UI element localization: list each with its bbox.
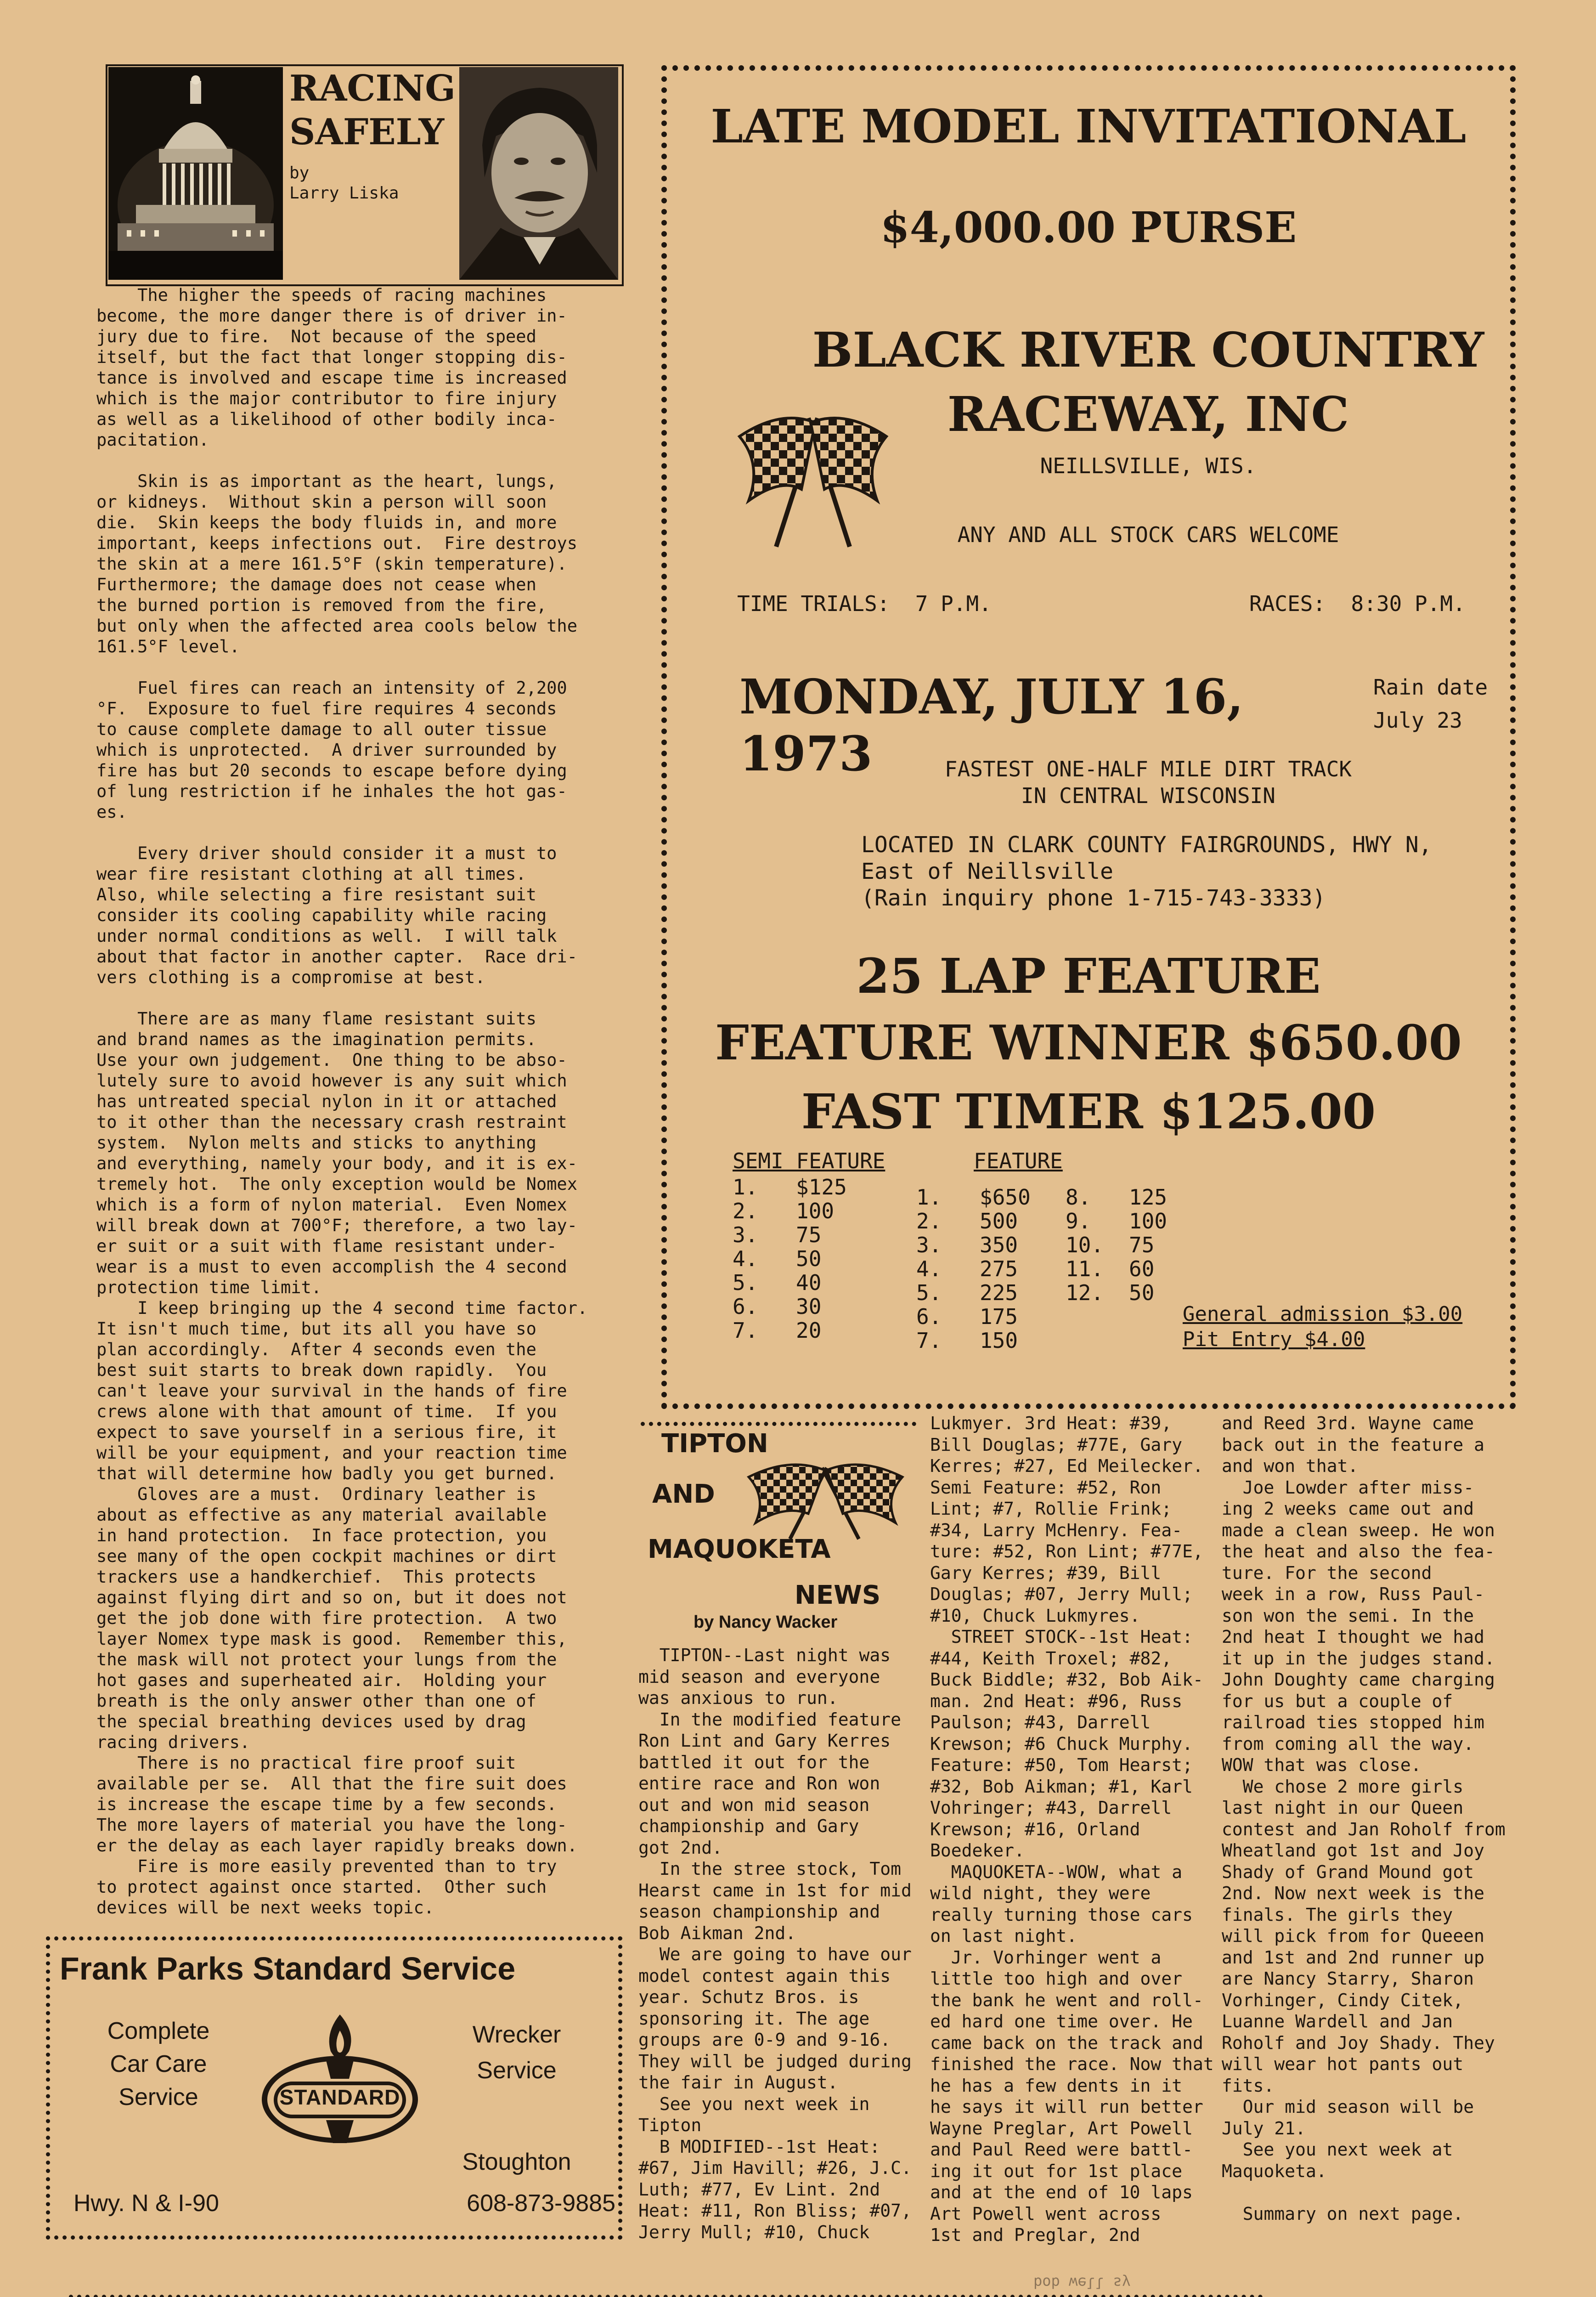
- feature-left-row: [916, 1185, 1034, 1209]
- feature-right-row: [1066, 1185, 1171, 1209]
- feature-right-amount: 60: [1129, 1256, 1155, 1281]
- ad-feature-laps: 25 LAP FEATURE: [856, 948, 1321, 1004]
- feature-left-amount: 225: [980, 1280, 1018, 1305]
- feature-right-row: [1066, 1281, 1171, 1305]
- feature-label: FEATURE: [974, 1148, 1063, 1173]
- semi-feature-amount: 100: [796, 1199, 835, 1223]
- ad-feature-winner: FEATURE WINNER $650.00: [715, 1014, 1462, 1071]
- frank-parks-services-left: Complete Car Care Service: [107, 2018, 210, 2110]
- frank-parks-address: Hwy. N & I-90: [73, 2190, 219, 2217]
- ad-time-trials: TIME TRIALS: 7 P.M.: [737, 591, 992, 616]
- capitol-building-photo: [108, 67, 283, 280]
- semi-feature-label: SEMI FEATURE: [733, 1148, 885, 1173]
- semi-feature-place: 6.: [733, 1294, 758, 1319]
- semi-feature-amount: 20: [796, 1318, 822, 1343]
- semi-feature-amount: $125: [796, 1175, 847, 1199]
- feature-left-amount: 275: [980, 1256, 1018, 1281]
- feature-left-row: [916, 1329, 1034, 1352]
- feature-left-place: 3.: [916, 1233, 942, 1257]
- semi-feature-amount: 75: [796, 1222, 822, 1247]
- frank-parks-phone: 608-873-9885: [467, 2190, 615, 2217]
- feature-left-place: 5.: [916, 1280, 942, 1305]
- bottom-dotted-rule: [69, 2295, 1263, 2297]
- semi-feature-place: 5.: [733, 1270, 758, 1295]
- feature-left-amount: 350: [980, 1233, 1018, 1257]
- feature-left-place: 6.: [916, 1304, 942, 1329]
- ad-rain-date: Rain date July 23: [1373, 675, 1488, 733]
- ad-location: LOCATED IN CLARK COUNTY FAIRGROUNDS, HWY N, East of Neillsville (Rain inquiry phone 1-715-743-3333): [861, 832, 1432, 911]
- feature-payout-table-left: [916, 1185, 1034, 1352]
- feature-left-amount: 150: [980, 1328, 1018, 1353]
- tipton-title-line3: MAQUOKETA: [648, 1534, 831, 1564]
- ad-headline: LATE MODEL INVITATIONAL: [711, 99, 1466, 153]
- semi-feature-row: [733, 1295, 851, 1318]
- feature-right-place: 12.: [1066, 1280, 1104, 1305]
- author-portrait-photo: [459, 67, 618, 280]
- feature-right-row: [1066, 1233, 1171, 1257]
- feature-left-place: 1.: [916, 1185, 942, 1210]
- semi-feature-amount: 30: [796, 1294, 822, 1319]
- frank-parks-services-right: Wrecker Service: [472, 2021, 561, 2084]
- racing-safely-byline: by Larry Liska: [289, 164, 399, 203]
- tipton-news-column-1: [638, 1645, 930, 2253]
- feature-right-amount: 125: [1129, 1185, 1167, 1210]
- standard-logo-text: STANDARD: [279, 2085, 400, 2109]
- general-admission: General admission $3.00: [1183, 1302, 1463, 1326]
- semi-feature-place: 1.: [733, 1175, 758, 1199]
- article-text: The higher the speeds of racing machines become, the more danger there is of driver in- jury due to fire. Not because of the speed itself, but the fact that longer stopping dis- tance is involved and escape time is increased which is the major contributor to fire injury as well as a likelihood of other bodily inca- pacitation. Skin is as important as the heart, lungs, or kidneys. Without skin a person will soon die. Skin keeps the body fluids in, and more important, keeps infections out. Fire destroys the skin at a mere 161.5°F (skin temperature). Furthermore; the damage does not cease when the burned portion is removed from the fire, but only when the affected area cools below the 161.5°F level. Fuel fires can reach an intensity of 2,200 °F. Exposure to fuel fire requires 4 seconds to cause complete damage to all outer tissue which is unprotected. A driver surrounded by fire has but 20 seconds to escape before dying of lung restriction if he inhales the hot gas- es. Every driver should consider it a must to wear fire resistant clothing at all times. Also, while selecting a fire resistant suit consider its cooling capability while racing under normal conditions as well. I will talk about that factor in another capter. Race dri- vers clothing is a compromise at best. There are as many flame resistant suits and brand names as the imagination permits. Use your own judgement. One thing to be abso- lutely sure to avoid however is any suit which has untreated special nylon in it or attached to it other than the necessary crash restraint system. Nylon melts and sticks to anything and everything, namely your body, and it is ex- tremely hot. The only exception would be Nomex which is a form of nylon material. Even Nomex will break down at 700°F; therefore, a two lay- er suit or a suit with flame resistant under- wear is a must to even accomplish the 4 second protection time limit. I keep bringing up the 4 second time factor. It isn't much time, but its all you have so plan accordingly. After 4 seconds even the best suit starts to break down rapidly. You can't leave your survival in the hands of fire crews alone with that amount of time. If you expect to save yourself in a serious fire, it will be your equipment, and your reaction time that will determine how badly you get burned. Gloves are a must. Ordinary leather is about as effective as any material available in hand protection. In face protection, you see many of the open cockpit machines or dirt trackers use a handkerchief. This protects against flying dirt and so on, but it does not get the job done with fire protection. A two layer Nomex type mask is good. Remember this, the mask will not protect your lungs from the hot gases and superheated air. Holding your breath is the only answer other than one of the special breathing devices used by drag racing drivers. There is no practical fire proof suit available per se. All that the fire suit does is increase the escape time by a few seconds. The more layers of material you have the long- er the delay as each layer rapidly breaks down. Fire is more easily prevented than to try to protect against once started. Other such devices will be next weeks topic.: [96, 285, 588, 1918]
- semi-feature-place: 4.: [733, 1246, 758, 1271]
- racing-safely-title: [289, 67, 459, 154]
- tipton-checkered-flags-icon: [735, 1454, 914, 1541]
- feature-left-amount: $650: [980, 1185, 1031, 1210]
- title-line-1: RACING: [289, 68, 456, 109]
- ad-raceway-line2: RACEWAY, INC: [947, 386, 1349, 442]
- semi-feature-amount: 40: [796, 1270, 822, 1295]
- feature-left-place: 2.: [916, 1209, 942, 1233]
- feature-left-row: [916, 1233, 1034, 1257]
- ad-purse: $4,000.00 PURSE: [880, 203, 1297, 252]
- feature-right-row: [1066, 1257, 1171, 1281]
- semi-feature-row: [733, 1199, 851, 1223]
- semi-feature-place: 3.: [733, 1222, 758, 1247]
- ad-race-date: MONDAY, JULY 16, 1973: [739, 668, 1244, 782]
- tipton-byline: by Nancy Wacker: [694, 1612, 838, 1632]
- bottom-bleedthrough-text: bob well sy: [1033, 2274, 1131, 2291]
- ad-city: NEILLSVILLE, WIS.: [1040, 453, 1257, 478]
- feature-right-place: 8.: [1066, 1185, 1091, 1210]
- semi-feature-row: [733, 1271, 851, 1295]
- tipton-col3-text: and Reed 3rd. Wayne came back out in the feature a and won that. Joe Lowder after miss- ing 2 weeks came out and made a clean sweep. He won the heat and also the fea- ture. For the second week in a row, Russ Paul- son won the semi. In the 2nd heat I thought we had it up in the judges stand. John Doughty came charging for us but a couple of railroad ties stopped him from coming all the way. WOW that was close. We chose 2 more girls last night in our Queen contest and Jan Roholf from Wheatland got 1st and Joy Shady of Grand Mound got 2nd. Now next week is the finals. The girls they will pick from for Queeen and 1st and 2nd runner up are Nancy Starry, Sharon Vorhinger, Cindy Citek, Luanne Wardell and Jan Roholf and Joy Shady. They will wear hot pants out fits. Our mid season will be July 21. See you next week at Maquoketa. Summary on next page.: [1222, 1413, 1506, 2224]
- feature-right-amount: 75: [1129, 1233, 1155, 1257]
- tipton-news-column-2: [930, 1413, 1224, 2258]
- ad-fast-timer: FAST TIMER $125.00: [801, 1083, 1376, 1140]
- tipton-news-column-3: [1222, 1413, 1516, 2258]
- feature-left-row: [916, 1305, 1034, 1329]
- title-line-2: SAFELY: [289, 111, 445, 153]
- semi-feature-row: [733, 1175, 851, 1199]
- semi-feature-row: [733, 1247, 851, 1271]
- feature-payout-table-right: [1066, 1185, 1171, 1305]
- ad-raceway-line1: BLACK RIVER COUNTRY: [812, 322, 1484, 378]
- feature-left-row: [916, 1257, 1034, 1281]
- feature-left-amount: 175: [980, 1304, 1018, 1329]
- semi-feature-place: 2.: [733, 1199, 758, 1223]
- feature-right-place: 9.: [1066, 1209, 1091, 1233]
- tipton-col2-text: Lukmyer. 3rd Heat: #39, Bill Douglas; #77E, Gary Kerres; #27, Ed Meilecker. Semi Feature: #52, Ron Lint; #7, Rollie Frink; #34, Larry McHenry. Fea- ture: #52, Ron Lint; #77E, Gary Kerres; #39, Bill Douglas; #07, Jerry Mull; #10, Chuck Lukmyres. STREET STOCK--1st Heat: #44, Keith Troxel; #82, Buck Biddle; #32, Bob Aik- man. 2nd Heat: #96, Russ Paulson; #43, Darrell Krewson; #6 Chuck Murphy. Feature: #50, Tom Hearst; #32, Bob Aikman; #1, Karl Vohringer; #43, Darrell Krewson; #16, Orland Boedeker. MAQUOKETA--WOW, what a wild night, they were really turning those cars on last night. Jr. Vorhinger went a little too high and over the bank he went and roll- ed hard one time over. He came back on the track and finished the race. Now that he has a few dents in it he says it will run better Wayne Preglar, Art Powell and Paul Reed were battl- ing it out for 1st place and at the end of 10 laps Art Powell went across 1st and Preglar, 2nd: [930, 1413, 1214, 2245]
- pit-entry: Pit Entry $4.00: [1183, 1328, 1365, 1351]
- frank-parks-town: Stoughton: [462, 2149, 571, 2175]
- feature-left-amount: 500: [980, 1209, 1018, 1233]
- tipton-title-line1: TIPTON: [661, 1429, 768, 1459]
- semi-feature-payout-table: [733, 1175, 851, 1342]
- feature-left-row: [916, 1209, 1034, 1233]
- semi-feature-row: [733, 1223, 851, 1247]
- racing-safely-article-body: [96, 285, 622, 1925]
- frank-parks-name: Frank Parks Standard Service: [60, 1951, 516, 1986]
- feature-right-amount: 100: [1129, 1209, 1167, 1233]
- feature-right-place: 11.: [1066, 1256, 1104, 1281]
- semi-feature-row: [733, 1318, 851, 1342]
- semi-feature-place: 7.: [733, 1318, 758, 1343]
- ad-track-description: FASTEST ONE-HALF MILE DIRT TRACK IN CENTRAL WISCONSIN: [944, 757, 1352, 808]
- feature-left-place: 4.: [916, 1256, 942, 1281]
- feature-right-place: 10.: [1066, 1233, 1104, 1257]
- ad-welcome: ANY AND ALL STOCK CARS WELCOME: [957, 522, 1339, 547]
- feature-right-row: [1066, 1209, 1171, 1233]
- tipton-title-line4: NEWS: [795, 1580, 881, 1610]
- tipton-title-line2: AND: [652, 1479, 715, 1509]
- semi-feature-amount: 50: [796, 1246, 822, 1271]
- ad-races-time: RACES: 8:30 P.M.: [1249, 591, 1466, 616]
- feature-left-row: [916, 1281, 1034, 1305]
- feature-right-amount: 50: [1129, 1280, 1155, 1305]
- feature-left-place: 7.: [916, 1328, 942, 1353]
- tipton-col1-text: TIPTON--Last night was mid season and everyone was anxious to run. In the modified feature Ron Lint and Gary Kerres battled it out for the entire race and Ron won out and won mid season championship and Gary got 2nd. In the stree stock, Tom Hearst came in 1st for mid season championship and Bob Aikman 2nd. We are going to have our model contest again this year. Schutz Bros. is sponsoring it. The age groups are 0-9 and 9-16. They will be judged during the fair in August. See you next week in Tipton B MODIFIED--1st Heat: #67, Jim Havill; #26, J.C. Luth; #77, Ev Lint. 2nd Heat: #11, Ron Bliss; #07, Jerry Mull; #10, Chuck: [638, 1645, 912, 2242]
